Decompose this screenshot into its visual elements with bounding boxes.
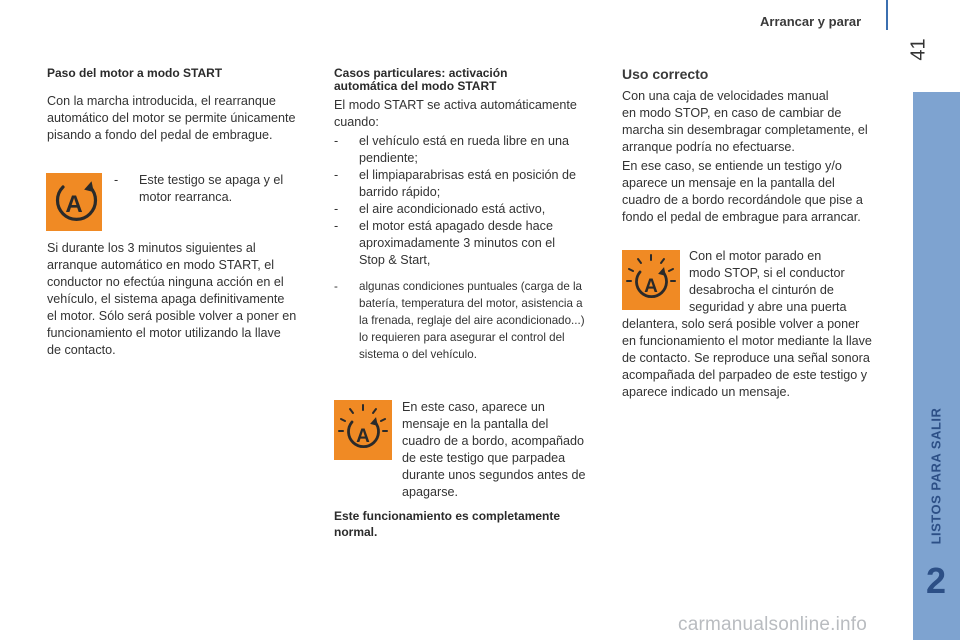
- text-line: barrido rápido;: [359, 185, 441, 199]
- chapter-label: [914, 396, 958, 556]
- text-line: de contacto.: [47, 343, 116, 357]
- text-line: cuadro de a bordo, acompañado: [402, 434, 585, 448]
- col2-conditions-list: [334, 133, 609, 269]
- text-line: seguridad y abre una puerta: [689, 300, 847, 314]
- text-line: algunas condiciones puntuales (carga de la: [359, 280, 583, 293]
- text-line: delantera, solo será posible volver a poner: [622, 317, 860, 331]
- text-line: arranque automático en modo START, el: [47, 258, 275, 272]
- col2-heading: [334, 67, 604, 93]
- col3-heading: Uso correcto: [622, 66, 709, 82]
- col2-intro: [334, 97, 609, 131]
- text-line: Este testigo se apaga y el: [139, 173, 284, 187]
- heading-line: Casos particulares: activación: [334, 66, 508, 80]
- col3-paragraph-1: [622, 88, 897, 156]
- watermark: carmanualsonline.info: [678, 614, 868, 635]
- text-line: automático del motor se permite únicamente: [47, 111, 296, 125]
- text-line: vehículo, el sistema apaga definitivamente: [47, 292, 285, 306]
- list-dash: -: [334, 168, 339, 182]
- text-line: En este caso, aparece un: [402, 400, 545, 414]
- text-line: cuando:: [334, 115, 379, 129]
- col2-small-list: [334, 278, 614, 363]
- svg-text:A: A: [644, 276, 658, 297]
- text-line: pisando a fondo del pedal de embrague.: [47, 128, 273, 142]
- text-line: Con una caja de velocidades manual: [622, 89, 829, 103]
- text-line: Este funcionamiento es completamente: [334, 509, 561, 523]
- text-line: durante unos segundos antes de: [402, 468, 586, 482]
- start-stop-auto-flashing-icon: [622, 250, 680, 310]
- svg-text:A: A: [65, 191, 83, 218]
- start-stop-auto-flashing-icon: [334, 400, 392, 460]
- chapter-sidebar: [913, 92, 960, 640]
- text-line: En ese caso, se entiende un testigo y/o: [622, 159, 842, 173]
- text-line: modo STOP, si el conductor: [689, 266, 845, 280]
- col1-icon-dash: -: [114, 173, 119, 187]
- text-line: fondo el pedal de embrague para arrancar.: [622, 210, 861, 224]
- col3-icon-note-full: [622, 316, 902, 401]
- col1-icon-note: [139, 172, 319, 206]
- start-stop-auto-icon: [46, 173, 102, 231]
- text-line: acompañada del parpadeo de este testigo y: [622, 368, 868, 382]
- text-line: desabrocha el cinturón de: [689, 283, 834, 297]
- text-line: marcha sin desembragar completamente, el: [622, 123, 868, 137]
- list-dash: -: [334, 202, 339, 216]
- chapter-number: 2: [925, 560, 947, 601]
- text-line: en funcionamiento el motor mediante la llave: [622, 334, 872, 348]
- text-line: Con el motor parado en: [689, 249, 822, 263]
- text-line: arranque podría no efectuarse.: [622, 140, 795, 154]
- text-line: el vehículo está en rueda libre en una: [359, 134, 570, 148]
- col3-icon-note-wrap: [689, 248, 899, 316]
- list-dash: -: [334, 219, 339, 233]
- text-line: funcionamiento el motor utilizando la llave: [47, 326, 281, 340]
- text-line: cuadro de a bordo recordándole que pise a: [622, 193, 863, 207]
- page-number: 41: [907, 38, 930, 61]
- text-line: Con la marcha introducida, el rearranque: [47, 94, 276, 108]
- list-item: [334, 218, 609, 269]
- text-line: el limpiaparabrisas está en posición de: [359, 168, 577, 182]
- text-line: el motor. Sólo será posible volver a poner en: [47, 309, 297, 323]
- list-item: [334, 278, 614, 363]
- col1-body: [47, 240, 327, 359]
- col1-intro: [47, 93, 327, 144]
- text-line: lo requieren para asegurar el control del: [359, 331, 565, 344]
- col3-paragraph-2: [622, 158, 897, 226]
- text-line: aproximadamente 3 minutos con el: [359, 236, 556, 250]
- text-line: mensaje en la pantalla del: [402, 417, 549, 431]
- svg-text:A: A: [356, 426, 370, 447]
- header-divider: [886, 0, 888, 30]
- heading-line: automática del modo START: [334, 79, 497, 93]
- text-line: de contacto. Se reproduce una señal sonora: [622, 351, 870, 365]
- text-line: en modo STOP, en caso de cambiar de: [622, 106, 842, 120]
- section-title: Arrancar y parar: [760, 14, 862, 29]
- text-line: conductor no efectúa ninguna acción en el: [47, 275, 284, 289]
- text-line: el aire acondicionado está activo,: [359, 202, 546, 216]
- list-item: [334, 201, 609, 218]
- text-line: apagarse.: [402, 485, 459, 499]
- text-line: El modo START se activa automáticamente: [334, 98, 577, 112]
- list-dash: -: [334, 134, 339, 148]
- text-line: pendiente;: [359, 151, 418, 165]
- list-item: [334, 167, 609, 201]
- text-line: aparece un mensaje en la pantalla del: [622, 176, 835, 190]
- text-line: de este testigo que parpadea: [402, 451, 566, 465]
- col2-icon-note: [402, 399, 612, 501]
- text-line: batería, temperatura del motor, asistencia a: [359, 297, 583, 310]
- col2-closing: [334, 508, 609, 540]
- text-line: sistema o del vehículo.: [359, 348, 477, 361]
- chapter-label-text: LISTOS PARA SALIR: [928, 407, 944, 545]
- list-dash: -: [334, 280, 338, 293]
- col1-heading: Paso del motor a modo START: [47, 66, 223, 80]
- text-line: aparece indicado un mensaje.: [622, 385, 791, 399]
- text-line: normal.: [334, 525, 378, 539]
- text-line: el motor está apagado desde hace: [359, 219, 553, 233]
- text-line: la frenada, reglaje del aire acondicionado...): [359, 314, 585, 327]
- list-item: [334, 133, 609, 167]
- text-line: motor rearranca.: [139, 190, 233, 204]
- text-line: Stop & Start,: [359, 253, 431, 267]
- text-line: Si durante los 3 minutos siguientes al: [47, 241, 256, 255]
